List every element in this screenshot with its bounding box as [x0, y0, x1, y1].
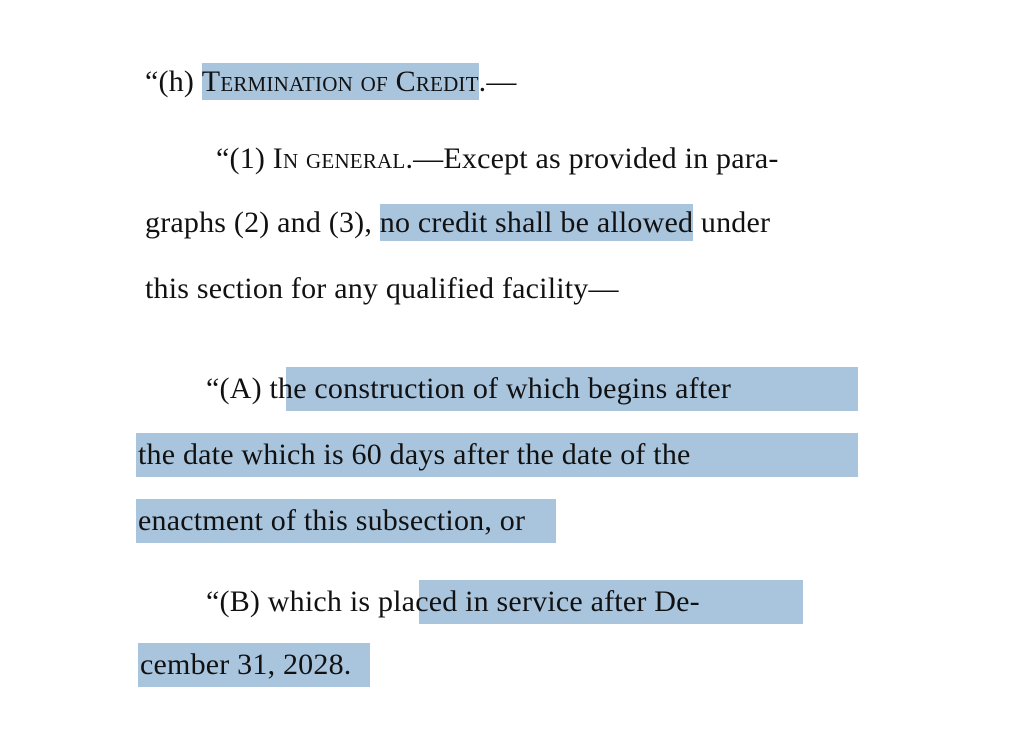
- enactment-highlight[interactable]: enactment of this subsection: [138, 504, 485, 537]
- para1-line2-before: graphs (2) and (3),: [145, 206, 380, 239]
- paraB-prefix: “(B) which is: [206, 585, 378, 618]
- subsection-h-line: [145, 62, 517, 102]
- paraA-line2: [138, 435, 691, 475]
- construction-highlight[interactable]: the construction of which begins after: [269, 372, 732, 405]
- para1-line1-rest: .—Except as provided in para-: [405, 142, 779, 175]
- para1-line3: [145, 269, 619, 309]
- para1-line3-text: this section for any qualified facility—: [145, 272, 619, 305]
- subsection-suffix: .—: [478, 65, 517, 98]
- para1-line2: [145, 203, 770, 243]
- sixty-days-highlight[interactable]: the date which is 60 days after the date of the: [138, 438, 691, 471]
- para1-line2-after: under: [693, 206, 771, 239]
- para1-prefix: “(1): [216, 142, 273, 175]
- paraB-line1: [206, 582, 700, 622]
- december-date-highlight[interactable]: cember 31, 2028: [140, 648, 344, 681]
- paraA-prefix: “(A): [206, 372, 270, 405]
- para1-line1: [216, 139, 779, 179]
- subsection-heading-highlight[interactable]: Termination of Credit: [201, 65, 479, 98]
- paraA-line1: [206, 369, 731, 409]
- paraA-line3: [138, 501, 525, 541]
- paraA-line3-after: , or: [484, 504, 526, 537]
- paraB-line2: [140, 645, 351, 685]
- no-credit-highlight[interactable]: no credit shall be allowed: [379, 206, 694, 239]
- placed-in-service-highlight[interactable]: placed in service after De-: [377, 585, 700, 618]
- para1-heading: In general: [272, 142, 406, 175]
- subsection-prefix: “(h): [145, 65, 202, 98]
- paraB-line2-after: .: [343, 648, 352, 681]
